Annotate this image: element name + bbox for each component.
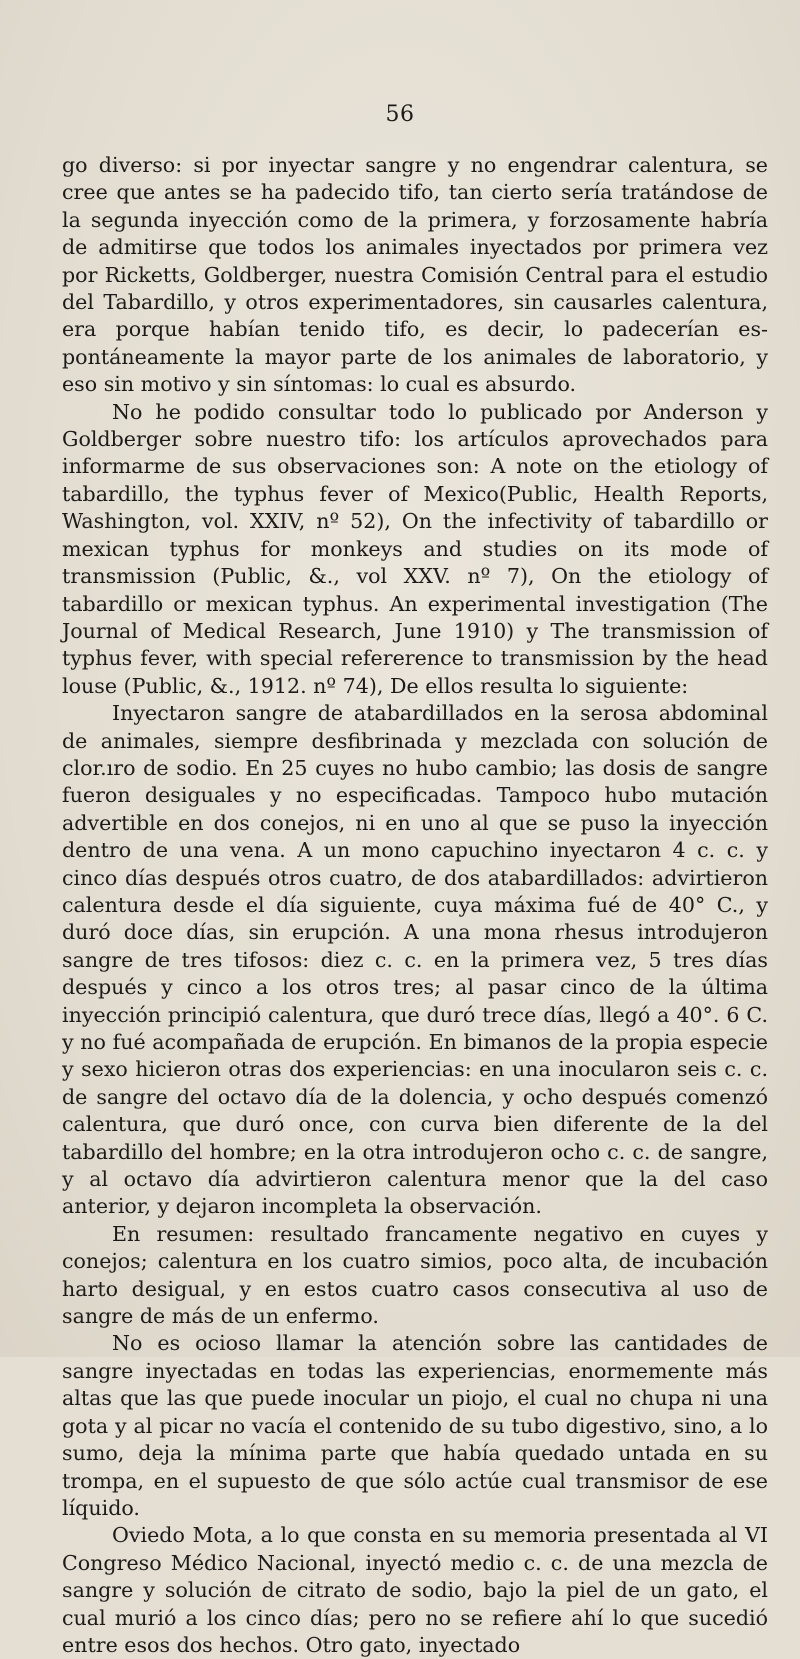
paragraph-blood-quantities: No es ocioso llamar la atención sobre las cantidades de sangre inyectadas en todas las experiencias, enormemente más altas que las que puede inocular un piojo, el cual no chupa ni una gota y al picar no vacía el contenido de su tubo digestivo, sino, a lo sumo, deja la mínima parte que había quedado untada en su trompa, en el supuesto de que sólo actúe cual transmisor de ese líquido.: [62, 1331, 768, 1520]
page-number: 56: [385, 102, 415, 127]
paragraph-oviedo-mota: Oviedo Mota, a lo que consta en su memoria presentada al VI Congreso Médico Nacional, inyectó medio c. c. de una mezcla de sangre y solución de citrato de sodio, bajo la piel de un gato, el cual murió a los cinco días; pero no se refiere ahí lo que sucedió entre esos dos hechos. Otro gato, inyectado: [62, 1523, 768, 1657]
paragraph-summary: En resumen: resultado francamente negativo en cuyes y conejos; calentura en los cuatro simios, poco alta, de incubación harto desigual, y en estos cuatro casos consecutiva al uso de sangre de más de un enfermo.: [62, 1221, 768, 1329]
paragraph-continuation: go diverso: si por inyectar sangre y no engendrar calentura, se cree que antes se ha padecido tifo, tan cierto sería tratándose de la segunda inyección como de la primera, y forzosamente habría de admitirse que todos los animales inyectados por primera vez por Ricketts, Goldberger, nuestra Comisión Central para el estudio del Tabardillo, y otros experimentadores, sin causarles calentura, era porque habían tenido tifo, es decir, lo padecerían espontáneamente la mayor parte de los animales de laboratorio, y eso sin motivo y sin síntomas: lo cual es absurdo.: [62, 153, 768, 397]
paragraph-inoculation-experiments: Inyectaron sangre de atabardillados en la serosa abdominal de animales, siempre desfibrinada y mezclada con solución de clor.ıro de sodio. En 25 cuyes no hubo cambio; las dosis de sangre fueron desiguales y no especificadas. Tampoco hubo mutación advertible en dos conejos, ni en uno al que se puso la inyección dentro de una vena. A un mono capuchino inyectaron 4 c. c. y cinco días después otros cuatro, de dos atabardillados: advirtieron calentura desde el día siguiente, cuya máxima fué de 40° C., y duró doce días, sin erupción. A una mona rhesus introdujeron sangre de tres tifosos: diez c. c. en la primera vez, 5 tres días después y cinco a los otros tres; al pasar cinco de la última inyección principió calentura, que duró trece días, llegó a 40°. 6 C. y no fué acompañada de erupción. En bimanos de la propia especie y sexo hicieron otras dos experiencias: en una inocularon seis c. c. de sangre del octavo día de la dolencia, y ocho después comenzó calentura, que duró once, con curva bien diferente de la del tabardillo del hombre; en la otra introdujeron ocho c. c. de sangre, y al octavo día advirtieron calentura menor que la del caso anterior, y dejaron incompleta la observación.: [62, 701, 768, 1219]
body-text: [62, 152, 768, 1659]
paragraph-anderson-goldberger: No he podido consultar todo lo publicado por Anderson y Goldberger sobre nuestro tifo: los artículos aprovechados para informarme de sus observaciones son: A note on the etiology of tabardillo, the typhus fever of Mexico(Public, Health Reports, Washington, vol. XXIV, nº 52), On the infectivity of tabardillo or mexican typhus for monkeys and studies on its mode of transmission (Public, &., vol XXV. nº 7), On the etiology of tabardillo or mexican typhus. An experimental investigation (The Journal of Medical Research, June 1910) y The transmission of typhus fever, with special refererence to transmission by the head louse (Public, &., 1912. nº 74), De ellos resulta lo siguiente:: [62, 399, 768, 698]
